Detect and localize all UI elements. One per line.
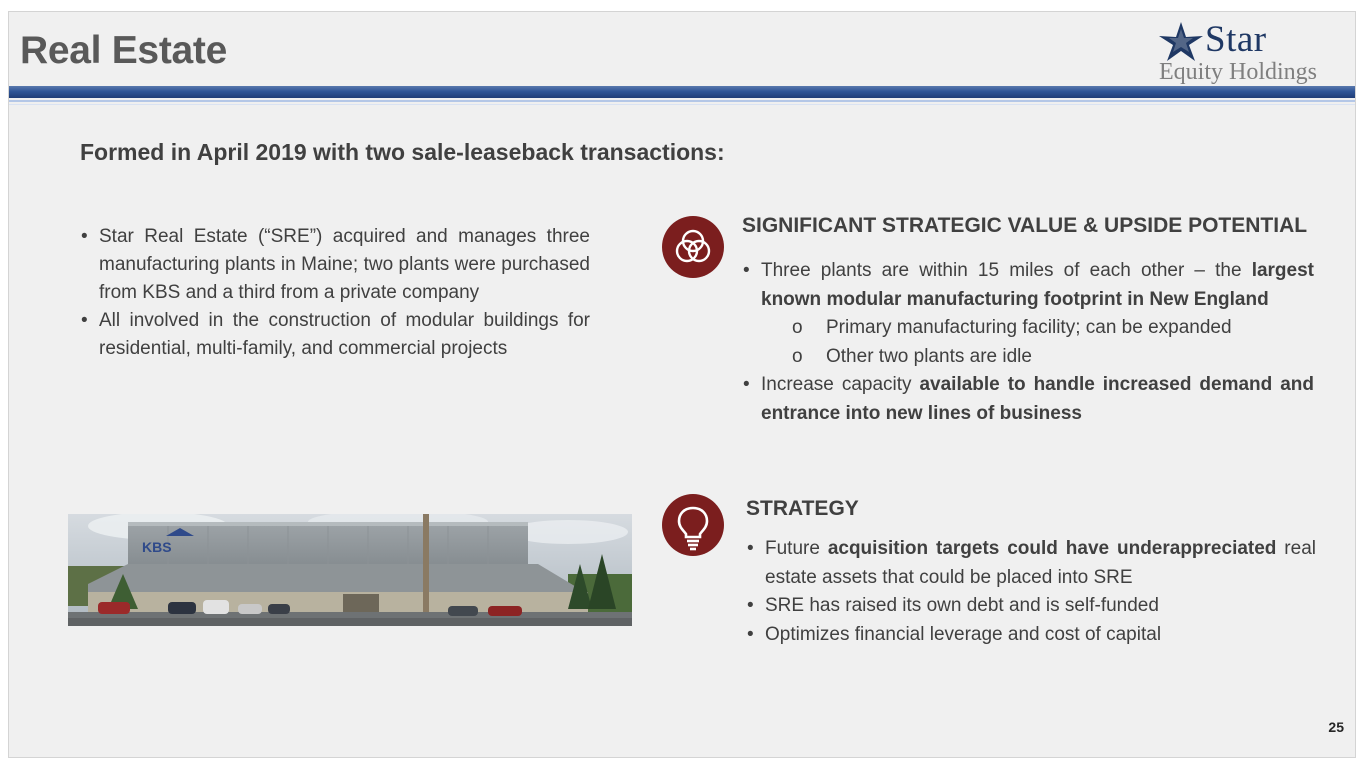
venn-diagram-icon xyxy=(662,216,724,278)
sub-list-item: o Other two plants are idle xyxy=(742,343,1314,372)
list-item: • Star Real Estate (“SRE”) acquired and manages three manufacturing plants in Maine; two plants were purchased from KBS and a third from a private company xyxy=(80,223,590,307)
value-icon-circle xyxy=(662,216,724,278)
list-item: • Increase capacity available to handle increased demand and entrance into new lines of business xyxy=(742,371,1314,428)
value-sublist xyxy=(742,314,1314,371)
list-item: • SRE has raised its own debt and is self-funded xyxy=(746,592,1316,621)
factory-photo xyxy=(68,514,632,626)
slide xyxy=(8,11,1356,758)
value-bullet-list xyxy=(742,257,1314,428)
strategy-icon-circle xyxy=(662,494,724,556)
value-heading: SIGNIFICANT STRATEGIC VALUE & UPSIDE POTENTIAL xyxy=(742,214,1308,237)
page-title: Real Estate xyxy=(20,29,227,72)
sub-list-item: o Primary manufacturing facility; can be expanded xyxy=(742,314,1314,343)
strategy-heading: STRATEGY xyxy=(746,497,859,520)
strategy-bullet-list xyxy=(746,535,1316,649)
kbs-sign: KBS xyxy=(142,539,172,555)
list-item: • Three plants are within 15 miles of each other – the largest known modular manufacturing footprint in New England o Primary manufacturing facility; can be expanded o Other two plants are idle xyxy=(742,257,1314,371)
lightbulb-icon xyxy=(662,494,724,556)
header-divider-thin xyxy=(9,104,1355,105)
logo-subtitle: Equity Holdings xyxy=(1159,59,1318,85)
star-icon xyxy=(1159,21,1205,63)
left-bullet-list xyxy=(80,223,590,363)
list-item: • Optimizes financial leverage and cost of capital xyxy=(746,621,1316,650)
header-band xyxy=(9,86,1355,98)
logo-wordmark: Star xyxy=(1205,19,1267,60)
header-divider xyxy=(9,100,1355,102)
list-item: • All involved in the construction of modular buildings for residential, multi-family, and commercial projects xyxy=(80,307,590,363)
section-subheading: Formed in April 2019 with two sale-leaseback transactions: xyxy=(80,139,725,165)
page-number: 25 xyxy=(1328,719,1344,735)
company-logo xyxy=(1159,18,1349,90)
list-item: • Future acquisition targets could have underappreciated real estate assets that could be placed into SRE xyxy=(746,535,1316,592)
